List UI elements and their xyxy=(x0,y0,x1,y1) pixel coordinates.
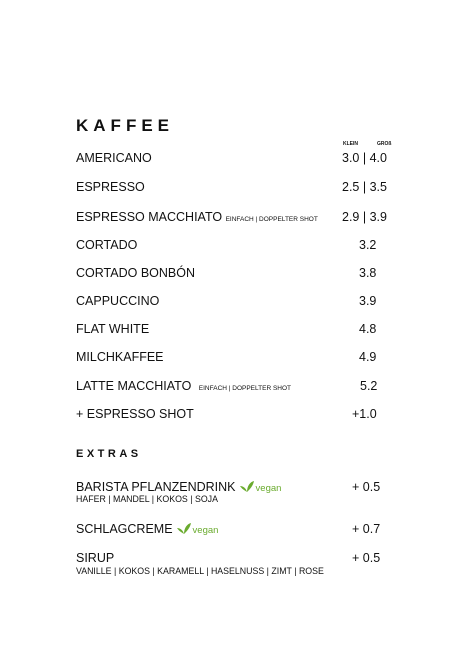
item-price: 4.9 xyxy=(359,350,377,364)
item-name: FLAT WHITE xyxy=(76,322,150,336)
leaf-icon xyxy=(176,522,192,538)
item-price: 5.2 xyxy=(360,379,378,393)
item-name: MILCHKAFFEE xyxy=(76,350,164,364)
item-note: EINFACH | DOPPELTER SHOT xyxy=(198,385,292,392)
leaf-icon xyxy=(239,480,255,496)
item-name xyxy=(76,379,291,393)
item-name: SIRUP xyxy=(76,551,115,565)
item-price: 3.0 | 4.0 xyxy=(342,151,387,165)
item-price: 2.9 | 3.9 xyxy=(342,210,387,224)
item-name-text: SCHLAGCREME xyxy=(76,522,173,536)
item-price: 3.9 xyxy=(359,294,377,308)
item-price: + 0.5 xyxy=(352,551,381,565)
size-small-label: KLEIN xyxy=(343,141,358,147)
item-name xyxy=(76,522,218,538)
item-name: AMERICANO xyxy=(76,151,152,165)
extras-heading: EXTRAS xyxy=(76,448,142,460)
item-price: 3.8 xyxy=(359,266,377,280)
item-note: EINFACH | DOPPELTER SHOT xyxy=(225,216,318,223)
item-price: 2.5 | 3.5 xyxy=(342,180,387,194)
size-large-label: GROß xyxy=(377,141,392,147)
kaffee-heading: KAFFEE xyxy=(76,116,174,135)
item-name: CORTADO BONBÓN xyxy=(76,266,195,280)
item-options: HAFER | MANDEL | KOKOS | SOJA xyxy=(76,494,218,504)
item-name: CORTADO xyxy=(76,238,138,252)
item-name-text: BARISTA PFLANZENDRINK xyxy=(76,480,236,494)
item-price: + 0.5 xyxy=(352,480,381,494)
item-options: VANILLE | KOKOS | KARAMELL | HASELNUSS | ZIMT | ROSE xyxy=(76,566,324,576)
item-name: CAPPUCCINO xyxy=(76,294,160,308)
vegan-label: vegan xyxy=(192,525,219,536)
item-price: +1.0 xyxy=(352,407,377,421)
item-price: 3.2 xyxy=(359,238,377,252)
item-price: 4.8 xyxy=(359,322,377,336)
item-name: ESPRESSO xyxy=(76,180,145,194)
item-name-text: ESPRESSO MACCHIATO xyxy=(76,210,223,224)
item-name-text: LATTE MACCHIATO xyxy=(76,379,192,393)
item-price: + 0.7 xyxy=(352,522,381,536)
item-name: + ESPRESSO SHOT xyxy=(76,407,194,421)
vegan-label: vegan xyxy=(255,483,282,494)
item-name xyxy=(76,210,318,224)
